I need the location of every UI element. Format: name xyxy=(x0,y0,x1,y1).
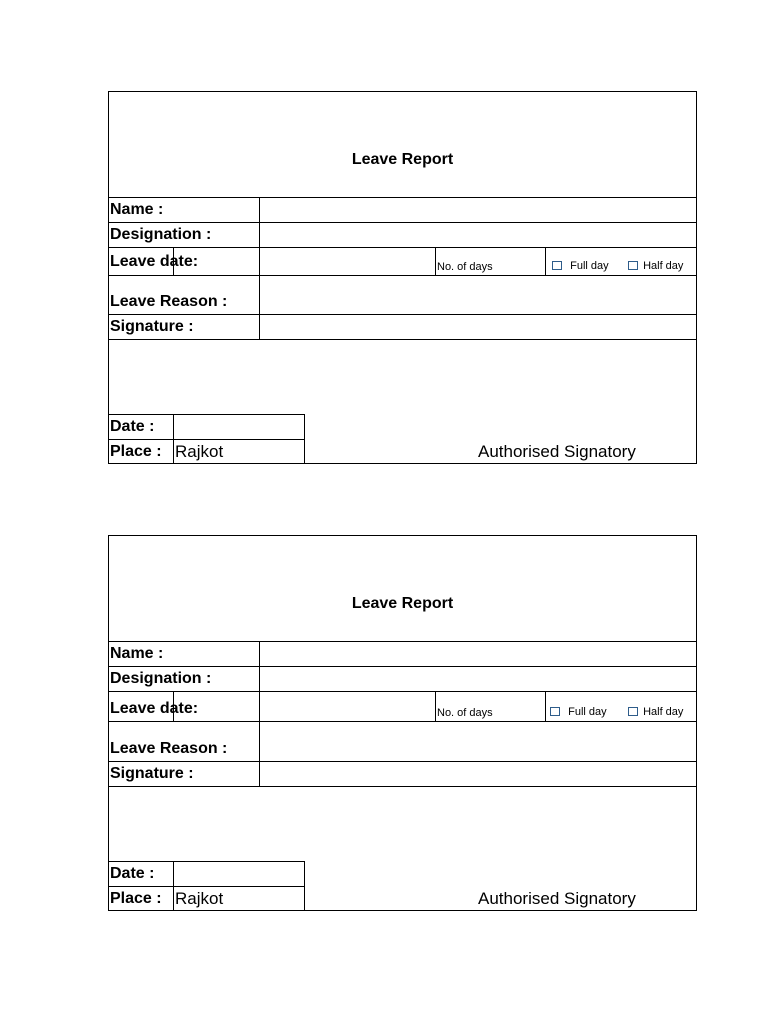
leave-reason-field[interactable] xyxy=(260,276,696,314)
name-field[interactable] xyxy=(260,642,696,666)
leave-date-field[interactable] xyxy=(260,692,435,721)
place-label: Place : xyxy=(110,443,162,460)
half-day-option[interactable] xyxy=(628,705,683,719)
place-label: Place : xyxy=(110,890,162,907)
designation-field[interactable] xyxy=(260,667,696,691)
form-title: Leave Report xyxy=(351,151,454,168)
half-day-checkbox[interactable] xyxy=(628,261,638,270)
name-label: Name : xyxy=(110,201,164,218)
full-day-checkbox[interactable] xyxy=(550,707,560,716)
leave-reason-label: Leave Reason : xyxy=(110,293,228,310)
leave-date-label: Leave date: xyxy=(110,700,199,717)
divider xyxy=(545,691,546,721)
name-label: Name : xyxy=(110,645,164,662)
leave-date-field[interactable] xyxy=(260,248,435,275)
divider xyxy=(109,339,696,340)
date-field[interactable] xyxy=(174,415,304,439)
divider xyxy=(435,691,436,721)
full-day-option[interactable] xyxy=(552,259,609,273)
authorised-signatory: Authorised Signatory xyxy=(478,889,636,908)
signature-label: Signature : xyxy=(110,318,194,335)
full-day-checkbox[interactable] xyxy=(552,261,562,270)
half-day-checkbox[interactable] xyxy=(628,707,638,716)
name-field[interactable] xyxy=(260,198,696,222)
signature-field[interactable] xyxy=(260,315,696,339)
date-label: Date : xyxy=(110,865,155,882)
designation-field[interactable] xyxy=(260,223,696,247)
divider xyxy=(109,886,304,887)
divider xyxy=(435,247,436,275)
place-value: Rajkot xyxy=(175,442,224,461)
half-day-option[interactable] xyxy=(628,259,683,273)
divider xyxy=(545,247,546,275)
full-day-label: Full day xyxy=(570,260,609,272)
signature-field[interactable] xyxy=(260,762,696,786)
full-day-option[interactable] xyxy=(550,705,607,719)
designation-label: Designation : xyxy=(110,670,212,687)
half-day-label: Half day xyxy=(643,260,684,272)
leave-report-form-2 xyxy=(108,535,697,911)
authorised-signatory: Authorised Signatory xyxy=(478,442,636,461)
divider xyxy=(304,414,305,463)
place-value: Rajkot xyxy=(175,889,224,908)
no-of-days-label: No. of days xyxy=(437,261,493,273)
leave-date-label: Leave date: xyxy=(110,253,199,270)
designation-label: Designation : xyxy=(110,226,212,243)
date-field[interactable] xyxy=(174,862,304,886)
full-day-label: Full day xyxy=(568,706,607,718)
leave-reason-label: Leave Reason : xyxy=(110,740,228,757)
signature-label: Signature : xyxy=(110,765,194,782)
leave-reason-field[interactable] xyxy=(260,722,696,761)
divider xyxy=(304,861,305,910)
divider xyxy=(109,786,696,787)
divider xyxy=(109,439,304,440)
form-title: Leave Report xyxy=(351,595,454,612)
leave-report-form-1 xyxy=(108,91,697,464)
no-of-days-label: No. of days xyxy=(437,707,493,719)
date-label: Date : xyxy=(110,418,155,435)
half-day-label: Half day xyxy=(643,706,684,718)
